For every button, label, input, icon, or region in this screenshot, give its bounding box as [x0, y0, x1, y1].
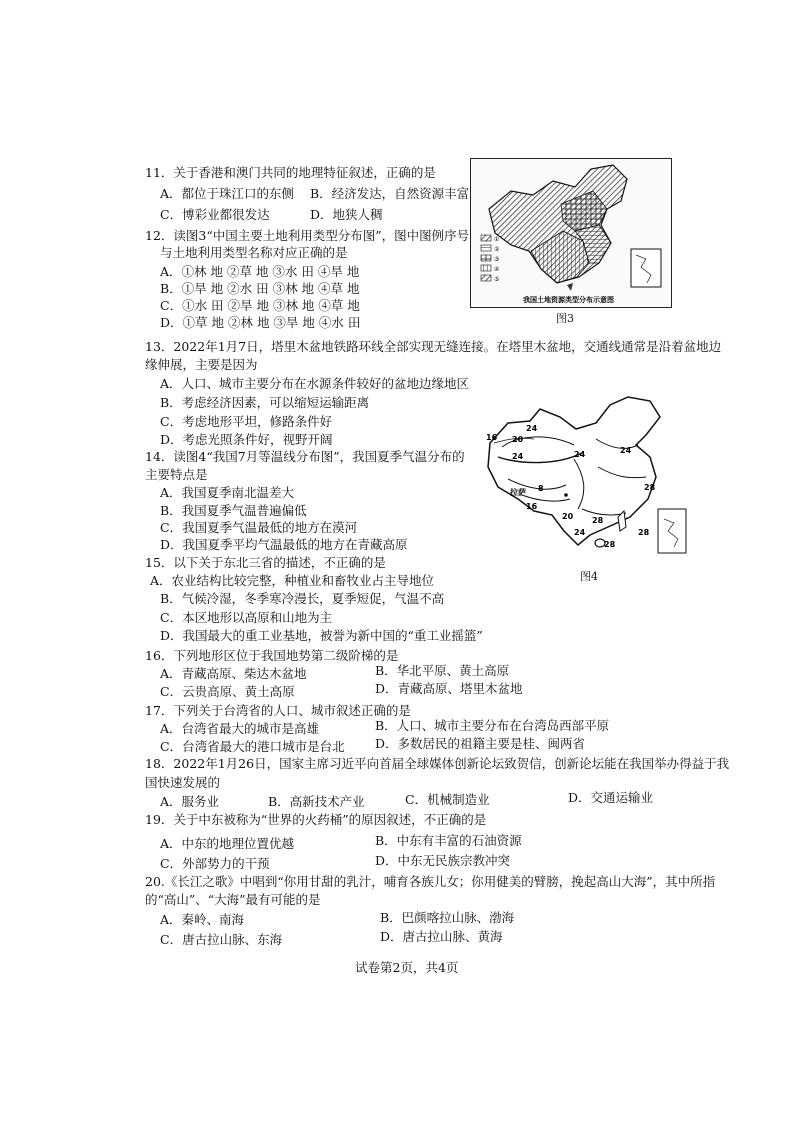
- q17-stem: 17．下列关于台湾省的人口、城市叙述正确的是: [145, 703, 411, 718]
- isotherm-label: 16: [486, 433, 498, 442]
- figure-4-isotherm-map: [478, 395, 698, 560]
- q18-option-a: A．服务业: [160, 794, 220, 809]
- q17-option-b: B．人口、城市主要分布在台湾岛西部平原: [375, 718, 610, 733]
- isotherm-label: 16: [526, 502, 538, 511]
- legend-4: ④: [494, 266, 500, 273]
- land-use-map-graphic: [471, 159, 671, 307]
- south-china-sea-inset: [631, 249, 661, 287]
- isotherm-label: 24: [512, 452, 524, 461]
- q12-option-a: A．①林 地 ②草 地 ③水 田 ④旱 地: [160, 264, 360, 279]
- q19-stem: 19．关于中东被称为“世界的火药桶”的原因叙述，不正确的是: [145, 812, 487, 827]
- isotherm-label: 28: [638, 528, 650, 537]
- map-title: 我国土地资源类型分布示意图: [523, 296, 614, 304]
- q13-option-c: C．考虑地形平坦，修路条件好: [160, 414, 333, 429]
- q16-option-a: A．青藏高原、柴达木盆地: [160, 666, 307, 681]
- q17-option-d: D．多数居民的祖籍主要是桂、闽两省: [375, 736, 586, 751]
- legend-5: ⑤: [494, 276, 500, 283]
- q18-stem-line1: 18．2022年1月26日，国家主席习近平向首届全球媒体创新论坛致贺信，创新论坛能在我国举办得益于我: [145, 756, 730, 771]
- figure-3-caption: 图3: [556, 312, 574, 325]
- q11-stem: 11．关于香港和澳门共同的地理特征叙述，正确的是: [145, 165, 436, 180]
- isotherm-label: 24: [574, 528, 586, 537]
- q18-option-d: D．交通运输业: [568, 790, 654, 805]
- q20-option-c: C．唐古拉山脉、东海: [160, 932, 283, 947]
- isotherm-label: 28: [604, 540, 616, 549]
- q14-option-c: C．我国夏季气温最低的地方在漠河: [160, 520, 358, 535]
- q15-option-d: D．我国最大的重工业基地，被誉为新中国的“重工业摇篮”: [160, 628, 483, 643]
- map-legend: [481, 235, 500, 283]
- q15-option-b: B．气候冷湿，冬季寒冷漫长，夏季短促，气温不高: [160, 591, 445, 606]
- q12-stem-line1: 12．读图3“中国主要土地利用类型分布图”，图中图例序号: [145, 228, 470, 243]
- q11-option-a: A．都位于珠江口的东侧: [160, 186, 295, 201]
- q12-stem-line2: 与土地利用类型名称对应正确的是: [160, 245, 348, 260]
- figure-4-caption: 图4: [580, 570, 598, 583]
- q19-option-a: A．中东的地理位置优越: [160, 836, 295, 851]
- isotherm-label: 20: [512, 435, 524, 444]
- q14-option-d: D．我国夏季平均气温最低的地方在青藏高原: [160, 537, 408, 552]
- q12-option-d: D．①草 地 ②林 地 ③旱 地 ④水 田: [160, 315, 361, 330]
- q17-option-a: A．台湾省最大的城市是高雄: [160, 721, 320, 736]
- q20-option-a: A．秦岭、南海: [160, 912, 245, 927]
- isotherm-label: 28: [592, 516, 604, 525]
- q16-option-c: C．云贵高原、黄土高原: [160, 684, 295, 699]
- legend-1: ①: [494, 236, 500, 243]
- q19-option-c: C．外部势力的干预: [160, 856, 270, 871]
- q13-stem-line1: 13．2022年1月7日，塔里木盆地铁路环线全部实现无缝连接。在塔里木盆地，交通线通常是沿着盆地边: [145, 339, 722, 354]
- q11-option-d: D．地狭人稠: [310, 207, 383, 222]
- q14-stem-line1: 14．读图4“我国7月等温线分布图”，我国夏季气温分布的: [145, 449, 465, 464]
- q14-option-a: A．我国夏季南北温差大: [160, 485, 295, 500]
- q16-option-b: B．华北平原、黄土高原: [375, 663, 510, 678]
- q13-option-a: A．人口、城市主要分布在水源条件较好的盆地边缘地区: [160, 376, 470, 391]
- q13-option-d: D．考虑光照条件好，视野开阔: [160, 432, 333, 447]
- q20-option-b: B．巴颜喀拉山脉、渤海: [380, 910, 515, 925]
- q11-option-b: B．经济发达，自然资源丰富: [310, 186, 470, 201]
- page-footer: 试卷第2页，共4页: [355, 960, 459, 975]
- q20-option-d: D．唐古拉山脉、黄海: [380, 929, 503, 944]
- q15-stem: 15．以下关于东北三省的描述，不正确的是: [145, 555, 386, 570]
- q18-option-c: C．机械制造业: [405, 792, 490, 807]
- q15-option-c: C．本区地形以高原和山地为主: [160, 610, 333, 625]
- q12-option-b: B．①旱 地 ②水 田 ③林 地 ④草 地: [160, 281, 360, 296]
- q20-stem-line2: 的“高山”、“大海”最有可能的是: [145, 892, 321, 907]
- q14-stem-line2: 主要特点是: [145, 467, 208, 482]
- isotherm-label: 24: [526, 424, 538, 433]
- isotherm-label: 24: [574, 450, 586, 459]
- isotherm-label: 20: [562, 512, 574, 521]
- q19-option-b: B．中东有丰富的石油资源: [375, 833, 522, 848]
- q16-option-d: D．青藏高原、塔里木盆地: [375, 681, 523, 696]
- city-label-lhasa: 拉萨: [510, 488, 526, 497]
- isotherm-label: 24: [620, 446, 632, 455]
- legend-2: ②: [494, 246, 500, 253]
- q11-option-c: C．博彩业都很发达: [160, 207, 270, 222]
- q20-stem-line1: 20.《长江之歌》中唱到“你用甘甜的乳汁，哺育各族儿女；你用健美的臂膀，挽起高山大海”，其中所指: [145, 874, 716, 889]
- q18-stem-line2: 国快速发展的: [145, 775, 221, 790]
- q16-stem: 16．下列地形区位于我国地势第二级阶梯的是: [145, 648, 399, 663]
- figure-3-map: [470, 158, 672, 308]
- q13-stem-line2: 缘伸展，主要是因为: [145, 357, 258, 372]
- q15-option-a: A．农业结构比较完整，种植业和畜牧业占主导地位: [150, 573, 435, 588]
- q14-option-b: B．我国夏季气温普遍偏低: [160, 503, 307, 518]
- q13-option-b: B．考虑经济因素，可以缩短运输距离: [160, 395, 370, 410]
- isotherm-label: 8: [538, 484, 544, 493]
- q18-option-b: B．高新技术产业: [268, 794, 365, 809]
- q12-option-c: C．①水 田 ②旱 地 ③林 地 ④草 地: [160, 298, 360, 313]
- isotherm-label: 28: [644, 483, 656, 492]
- legend-3: ③: [494, 256, 500, 263]
- q17-option-c: C．台湾省最大的港口城市是台北: [160, 739, 345, 754]
- q19-option-d: D．中东无民族宗教冲突: [375, 853, 511, 868]
